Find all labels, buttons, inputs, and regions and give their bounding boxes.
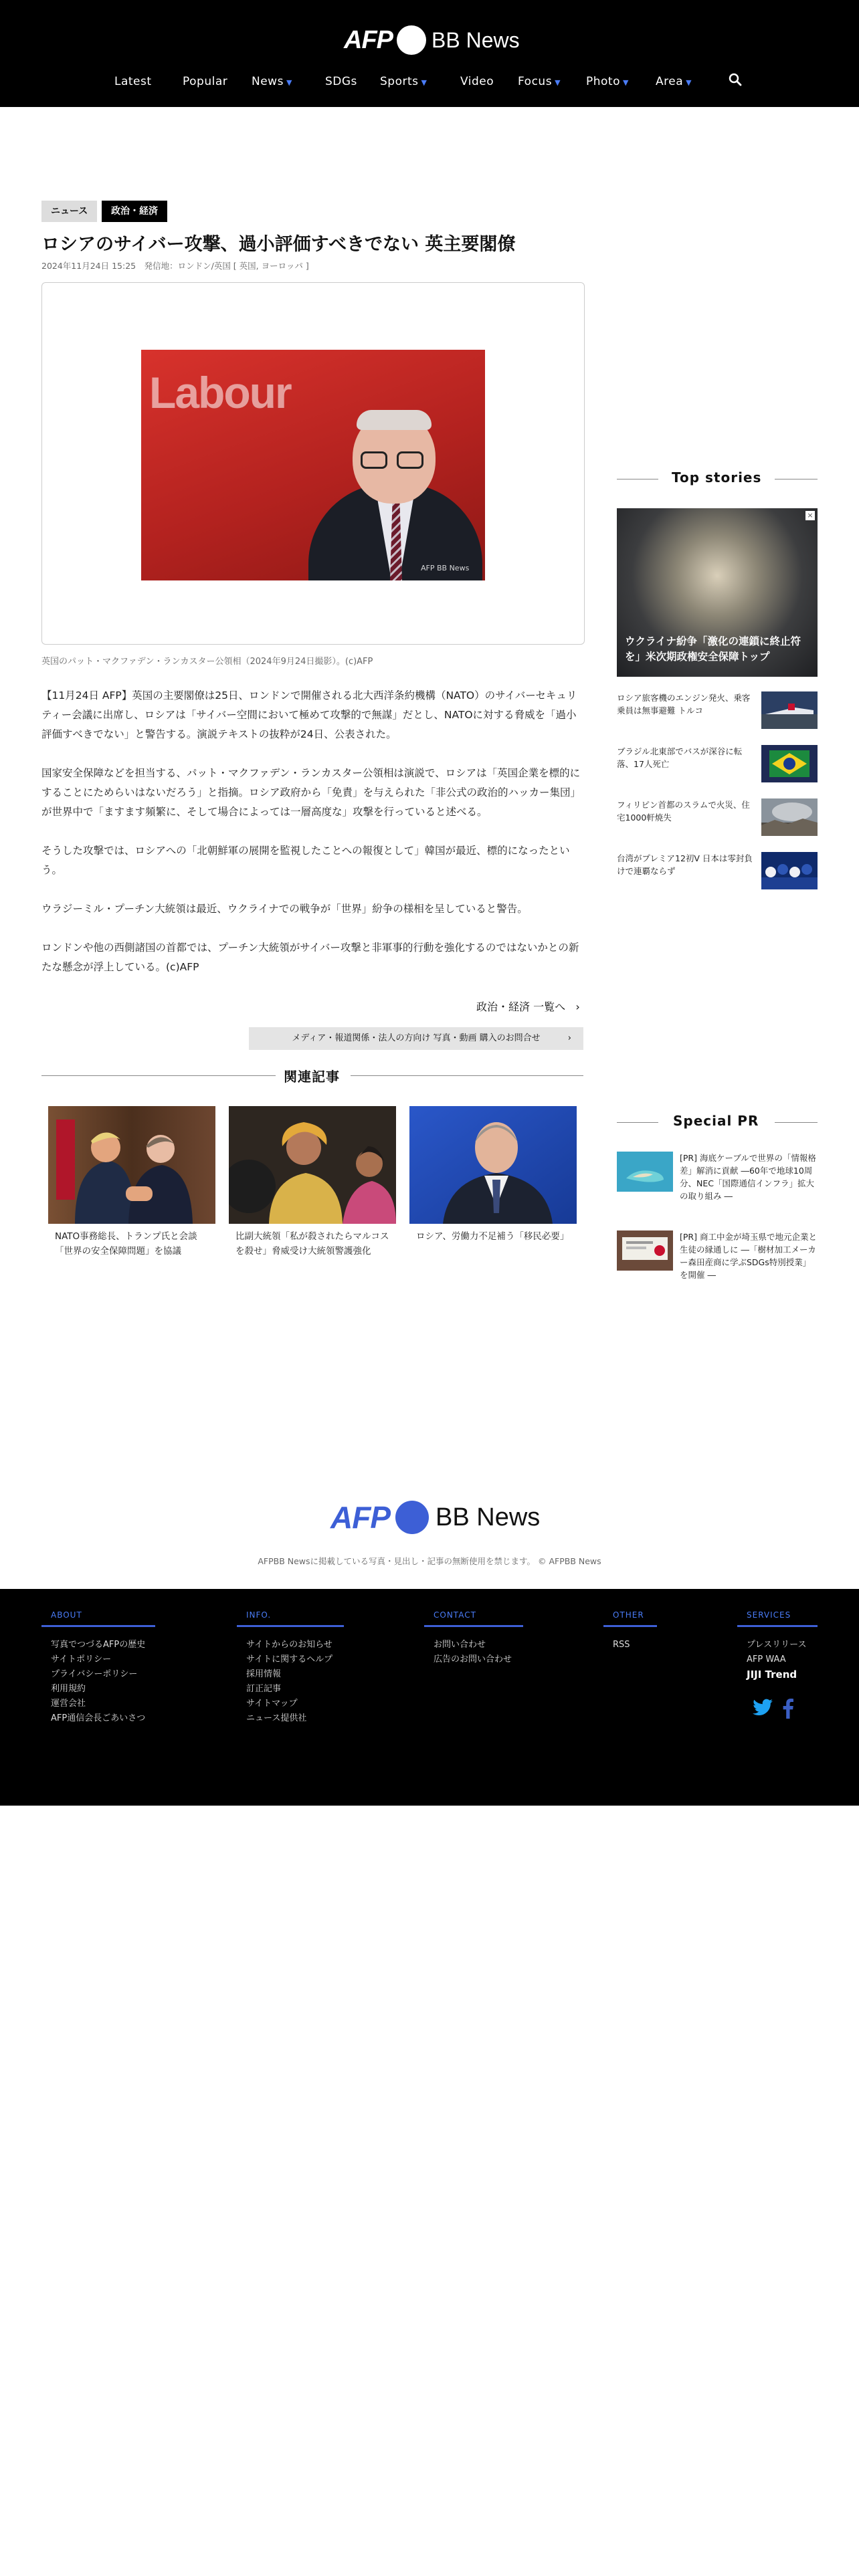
special-pr-thumbnail [617, 1152, 673, 1192]
top-story-title: ロシア旅客機のエンジン発火、乗客乗員は無事避難 トルコ [617, 693, 751, 716]
divider [617, 1122, 658, 1123]
divider [351, 1075, 583, 1076]
logo-bbnews-text: BB News [432, 27, 520, 52]
top-story-feature-title: ウクライナ紛争「激化の連鎖に終止符を」米次期政権安全保障トップ [625, 635, 801, 663]
chevron-right-icon: › [569, 1000, 580, 1013]
top-story-item[interactable] [617, 691, 818, 733]
facebook-icon[interactable] [783, 1699, 793, 1719]
chevron-down-icon: ▼ [555, 78, 561, 87]
tag-politics-economy[interactable]: 政治・経済 [102, 201, 167, 222]
footer-link[interactable]: サイトポリシー [51, 1654, 112, 1665]
related-article-image [229, 1106, 396, 1224]
nav-popular[interactable]: Popular [183, 75, 228, 88]
footer-link[interactable]: RSS [613, 1640, 630, 1650]
divider [41, 1075, 276, 1076]
footer-link[interactable]: プライバシーポリシー [51, 1669, 138, 1679]
top-stories-heading [617, 469, 818, 490]
related-article-image [409, 1106, 577, 1224]
related-article-title: ロシア、労働力不足補う「移民必要」 [416, 1231, 569, 1242]
footer-link[interactable]: 運営会社 [51, 1699, 86, 1709]
related-article-image [48, 1106, 215, 1224]
footer-link[interactable]: サイトからのお知らせ [246, 1640, 332, 1650]
logo-afp-text: AFP [344, 25, 393, 54]
nav-sports[interactable]: Sports ▼ [380, 75, 427, 88]
footer-link[interactable]: 広告のお問い合わせ [434, 1654, 512, 1665]
related-article-card[interactable] [229, 1106, 396, 1280]
article-paragraph: そうした攻撃では、ロシアへの「北朝鮮軍の展開を監視したことへの報復として」韓国が最近、標的になったという。 [41, 845, 570, 876]
footer-link[interactable]: 写真でつづるAFPの歴史 [51, 1640, 146, 1650]
copyright-notice: AFPBB Newsに掲載している写真・見出し・記事の無断使用を禁じます。 © AFPBB News [258, 1556, 601, 1566]
footer-column-heading: INFO. [237, 1610, 344, 1627]
close-icon[interactable]: × [805, 511, 815, 520]
logo-bbnews-text: BB News [436, 1503, 541, 1531]
special-pr-title: [PR] 海底ケーブルで世界の「情報格差」解消に貢献 ―60年で地球10周分、NEC「国際通信インフラ」拡大の取り組み ― [680, 1153, 816, 1201]
special-pr-label: Special PR [673, 1113, 759, 1129]
chevron-down-icon: ▼ [286, 78, 292, 87]
chevron-down-icon: ▼ [421, 78, 427, 87]
purchase-inquiry-label: メディア・報道関係・法人の方向け 写真・動画 購入のお問合せ [292, 1033, 541, 1043]
photo-person-glasses [397, 451, 423, 469]
afpbb-logo[interactable] [344, 25, 520, 55]
related-article-title: NATO事務総長、トランプ氏と会談「世界の安全保障問題」を協議 [55, 1231, 197, 1257]
footer-column-heading: CONTACT [424, 1610, 523, 1627]
article-photo[interactable] [141, 350, 485, 580]
footer-column-heading: ABOUT [41, 1610, 155, 1627]
purchase-inquiry-button[interactable] [249, 1027, 583, 1050]
footer-link[interactable]: サイトマップ [246, 1699, 298, 1709]
twitter-icon[interactable] [752, 1699, 773, 1716]
related-articles-heading [41, 1066, 583, 1086]
article-headline: ロシアのサイバー攻撃、過小評価すべきでない 英主要閣僚 [41, 234, 516, 255]
top-stories-label: Top stories [672, 469, 762, 486]
nav-news[interactable]: News ▼ [252, 75, 292, 88]
top-story-item[interactable] [617, 745, 818, 786]
special-pr-item[interactable] [617, 1230, 818, 1295]
footer-afpbb-logo[interactable] [330, 1499, 540, 1535]
footer-link[interactable]: AFP通信会長ごあいさつ [51, 1713, 146, 1723]
top-story-thumbnail [761, 852, 818, 889]
photo-watermark: AFP BB News [421, 564, 470, 572]
special-pr-item[interactable] [617, 1152, 818, 1216]
top-story-feature[interactable] [617, 508, 818, 677]
related-article-title: 比副大統領「私が殺されたらマルコスを殺せ」脅威受け大統領警護強化 [235, 1231, 389, 1257]
related-article-card[interactable] [409, 1106, 577, 1280]
nav-latest[interactable]: Latest [114, 75, 152, 88]
photo-backdrop-text: Labour [149, 368, 291, 417]
photo-caption: 英国のパット・マクファデン・ランカスター公領相（2024年9月24日撮影）。(c)AFP [41, 657, 373, 667]
category-list-link-label: 政治・経済 一覧へ [476, 1000, 566, 1013]
footer-column-about [41, 1610, 155, 1726]
tag-news[interactable]: ニュース [41, 201, 97, 222]
footer-link[interactable]: ニュース提供社 [246, 1713, 307, 1723]
special-pr-title: [PR] 商工中金が埼玉県で地元企業と生徒の縁通しに ―「樹材加工メーカー森田産商に学ぶSDGs特別授業」を開催 ― [680, 1232, 817, 1280]
footer-link[interactable]: JIJI Trend [747, 1669, 797, 1681]
divider [775, 1122, 818, 1123]
photo-person-glasses [361, 451, 387, 469]
footer-link[interactable]: サイトに関するヘルプ [246, 1654, 333, 1665]
footer-link[interactable]: 採用情報 [246, 1669, 282, 1679]
special-pr-heading [617, 1113, 818, 1133]
footer-column-contact [424, 1610, 523, 1667]
chevron-right-icon: › [567, 1033, 571, 1043]
article-paragraph: 【11月24日 AFP】英国の主要閣僚は25日、ロンドンで開催される北大西洋条約機構（NATO）のサイバーセキュリティー会議に出席し、ロシアは「サイバー空間において極めて攻撃的で無謀」だとし、NATOに対する脅威を「過小評価すべきでない」と警告する。演説テキストの抜粋が24日、公表された。 [41, 689, 577, 740]
footer-link[interactable]: 訂正記事 [246, 1684, 282, 1694]
top-story-title: フィリピン首都のスラムで火災、住宅1000軒焼失 [617, 800, 750, 823]
footer-link[interactable]: 利用規約 [51, 1684, 86, 1694]
top-story-thumbnail [761, 798, 818, 836]
footer-column-other [603, 1610, 657, 1652]
site-header [0, 0, 859, 107]
nav-photo[interactable]: Photo ▼ [586, 75, 629, 88]
nav-sdgs[interactable]: SDGs [325, 75, 357, 88]
footer-link[interactable]: AFP WAA [747, 1654, 786, 1665]
nav-area[interactable]: Area ▼ [656, 75, 692, 88]
top-story-item[interactable] [617, 798, 818, 840]
article-paragraph: ウラジーミル・プーチン大統領は最近、ウクライナでの戦争が「世界」紛争の様相を呈していると警告。 [41, 903, 528, 915]
footer-column-info [237, 1610, 344, 1726]
top-story-item[interactable] [617, 852, 818, 893]
site-footer [0, 1589, 859, 1806]
photo-person-hair [357, 410, 432, 430]
footer-column-heading: SERVICES [737, 1610, 818, 1627]
nav-focus[interactable]: Focus ▼ [518, 75, 561, 88]
top-story-title: ブラジル北東部でバスが深谷に転落、17人死亡 [617, 746, 743, 769]
footer-link[interactable]: お問い合わせ [434, 1640, 486, 1650]
chevron-down-icon: ▼ [623, 78, 629, 87]
top-story-thumbnail [761, 691, 818, 729]
chevron-down-icon: ▼ [686, 78, 692, 87]
search-icon[interactable] [728, 72, 743, 87]
logo-afp-text: AFP [330, 1500, 390, 1535]
article-paragraph: 国家安全保障などを担当する、パット・マクファデン・ランカスター公領相は演説で、ロシアは「英国企業を標的にすることにためらいはないだろう」と指摘。ロシア政府から「免責」を与えられた「非公式の政治的ハッカー集団」が世界中で「ますます頻繁に、そして場合によっては一層高度な」攻撃を行っていると述べる。 [41, 767, 581, 818]
article-paragraph: ロンドンや他の西側諸国の首都では、プーチン大統領がサイバー攻撃と非軍事的行動を強化するのではないかとの新たな懸念が浮上している。(c)AFP [41, 942, 579, 973]
related-article-card[interactable] [48, 1106, 215, 1280]
article-dateline: 2024年11月24日 15:25 発信地：ロンドン/英国 [ 英国, ヨーロッパ ] [41, 261, 309, 271]
top-story-thumbnail [761, 745, 818, 782]
footer-column-services [737, 1610, 818, 1682]
footer-link[interactable]: プレスリリース [747, 1640, 807, 1650]
related-articles-label: 関連記事 [284, 1069, 340, 1085]
footer-column-heading: OTHER [603, 1610, 657, 1627]
category-list-link[interactable] [476, 998, 580, 1014]
logo-circle-icon [395, 1501, 429, 1534]
top-story-title: 台湾がプレミア12初V 日本は零封負けで連覇ならず [617, 853, 753, 876]
logo-circle-icon [397, 25, 426, 55]
special-pr-thumbnail [617, 1230, 673, 1271]
article-photo-frame [41, 282, 585, 645]
nav-video[interactable]: Video [460, 75, 494, 88]
